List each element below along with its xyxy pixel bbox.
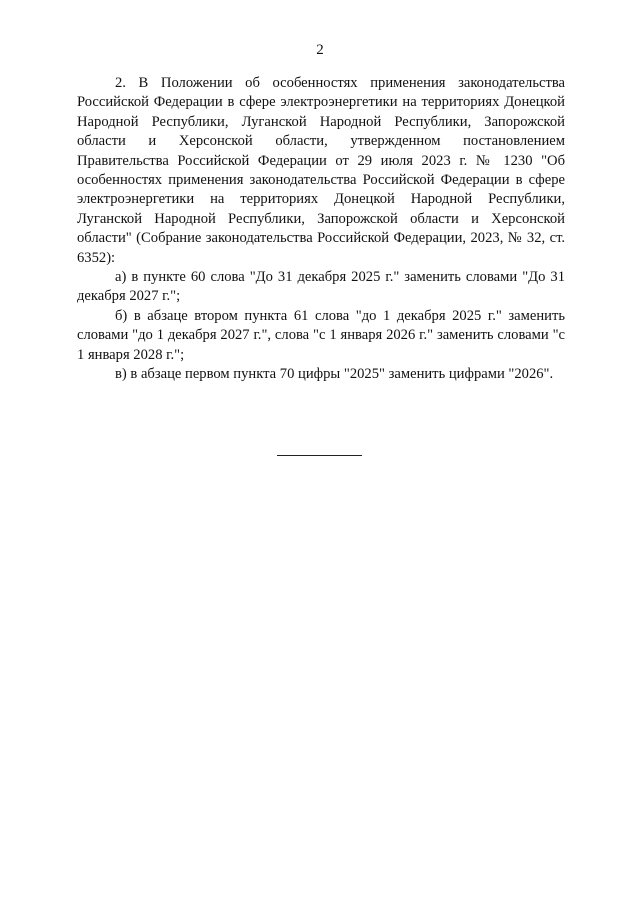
paragraph-item-b: б) в абзаце втором пункта 61 слова "до 1 декабря 2025 г." заменить словами "до 1 декабря 2027 г.", слова "с 1 января 2026 г." заменить словами "с 1 января 2028 г.";	[77, 307, 565, 363]
paragraph-item-v: в) в абзаце первом пункта 70 цифры "2025" заменить цифрами "2026".	[115, 366, 554, 383]
page-number: 2	[316, 42, 324, 58]
document-body	[77, 74, 565, 385]
paragraph-item-a: а) в пункте 60 слова "До 31 декабря 2025 г." заменить словами "До 31 декабря 2027 г.";	[77, 269, 565, 305]
paragraph-amendment-intro: 2. В Положении об особенностях применения законодательства Российской Федерации в сфере электроэнергетики на территориях Донецкой Народной Республики, Луганской Народной Республики, Запорожской области и Херсонской области, утвержденном постановлением Правительства Российской Федерации от 29 июля 2023 г. № 1230 "Об особенностях применения законодательства Российской Федерации в сфере электроэнергетики на территориях Донецкой Народной Республики, Луганской Народной Республики, Запорожской области и Херсонской области" (Собрание законодательства Российской Федерации, 2023, № 32, ст. 6352):	[77, 75, 565, 266]
closing-separator-line	[277, 455, 362, 456]
